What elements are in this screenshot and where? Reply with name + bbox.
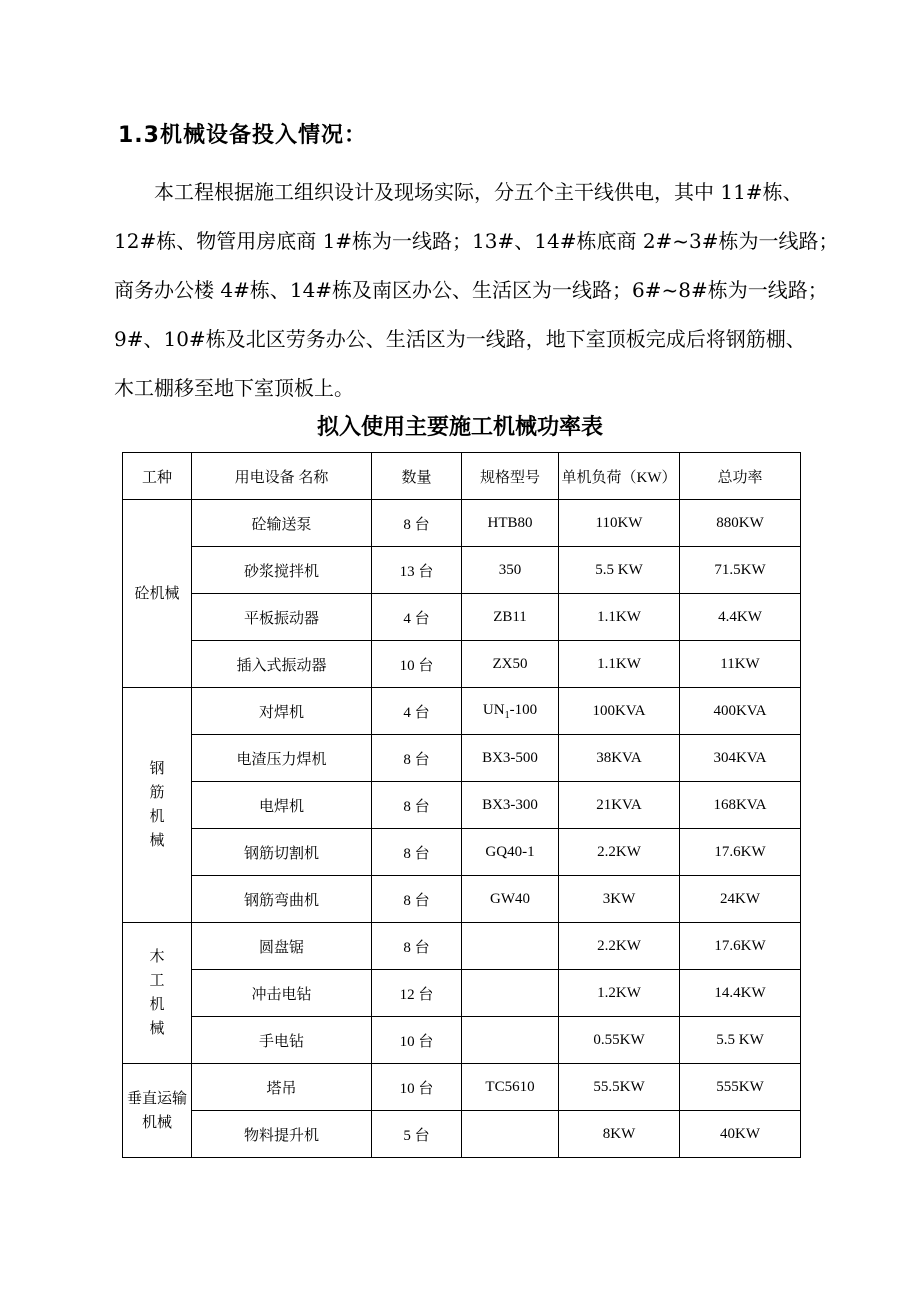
header-cell: 总功率: [680, 453, 801, 500]
total-power-cell: 17.6KW: [680, 829, 801, 876]
model-cell: GW40: [462, 876, 559, 923]
quantity-cell: 12 台: [372, 970, 462, 1017]
table-row: [123, 782, 801, 829]
total-power-cell: 5.5 KW: [680, 1017, 801, 1064]
total-power-cell: 168KVA: [680, 782, 801, 829]
category-cell: [123, 688, 192, 923]
model-text: UN: [482, 701, 505, 718]
table-row: [123, 923, 801, 970]
unit-load-cell: 1.1KW: [559, 641, 680, 688]
unit-load-cell: 110KW: [559, 500, 680, 547]
equipment-name-cell: 砼输送泵: [192, 500, 372, 547]
quantity-cell: 4 台: [372, 594, 462, 641]
unit-load-cell: 0.55KW: [559, 1017, 680, 1064]
model-cell: GQ40-1: [462, 829, 559, 876]
unit-load-cell: 5.5 KW: [559, 547, 680, 594]
quantity-cell: 4 台: [372, 688, 462, 735]
model-cell: HTB80: [462, 500, 559, 547]
total-power-cell: 11KW: [680, 641, 801, 688]
equipment-name-cell: 物料提升机: [192, 1111, 372, 1158]
unit-load-cell: 2.2KW: [559, 923, 680, 970]
model-cell: TC5610: [462, 1064, 559, 1111]
total-power-cell: 555KW: [680, 1064, 801, 1111]
unit-load-cell: 100KVA: [559, 688, 680, 735]
total-power-cell: 4.4KW: [680, 594, 801, 641]
header-cell: 数量: [372, 453, 462, 500]
unit-load-cell: 2.2KW: [559, 829, 680, 876]
quantity-cell: 8 台: [372, 735, 462, 782]
intro-paragraph: [114, 168, 839, 413]
paragraph-line: 木工棚移至地下室顶板上。: [114, 376, 354, 400]
header-cell: 用电设备 名称: [192, 453, 372, 500]
model-cell: [462, 688, 559, 735]
model-cell: ZB11: [462, 594, 559, 641]
unit-load-cell: 3KW: [559, 876, 680, 923]
header-cell: 单机负荷（KW）: [559, 453, 680, 500]
quantity-cell: 8 台: [372, 782, 462, 829]
quantity-cell: 10 台: [372, 1064, 462, 1111]
quantity-cell: 10 台: [372, 641, 462, 688]
equipment-name-cell: 对焊机: [192, 688, 372, 735]
paragraph-line: 12#栋、物管用房底商 1#栋为一线路；13#、14#栋底商 2#~3#栋为一线路；: [114, 229, 839, 253]
model-cell: [462, 1017, 559, 1064]
unit-load-cell: 21KVA: [559, 782, 680, 829]
total-power-cell: 400KVA: [680, 688, 801, 735]
equipment-name-cell: 电焊机: [192, 782, 372, 829]
table-header-row: [123, 453, 801, 500]
equipment-name-cell: 电渣压力焊机: [192, 735, 372, 782]
unit-load-cell: 38KVA: [559, 735, 680, 782]
table-row: [123, 594, 801, 641]
table-title: 拟入使用主要施工机械功率表: [316, 415, 603, 440]
header-cell: 工种: [123, 453, 192, 500]
table-row: [123, 1064, 801, 1111]
paragraph-line: 本工程根据施工组织设计及现场实际，分五个主干线供电，其中 11#栋、: [154, 180, 803, 204]
table-row: [123, 688, 801, 735]
category-cell: [123, 1064, 192, 1158]
model-cell: ZX50: [462, 641, 559, 688]
model-cell: [462, 970, 559, 1017]
total-power-cell: 14.4KW: [680, 970, 801, 1017]
category-label: 木工机械: [149, 949, 165, 1037]
equipment-name-cell: 插入式振动器: [192, 641, 372, 688]
unit-load-cell: 1.2KW: [559, 970, 680, 1017]
unit-load-cell: 55.5KW: [559, 1064, 680, 1111]
quantity-cell: 8 台: [372, 500, 462, 547]
quantity-cell: 8 台: [372, 876, 462, 923]
quantity-cell: 8 台: [372, 923, 462, 970]
table-row: [123, 735, 801, 782]
model-text-rest: -100: [509, 701, 538, 718]
equipment-name-cell: 塔吊: [192, 1064, 372, 1111]
model-cell: BX3-300: [462, 782, 559, 829]
total-power-cell: 304KVA: [680, 735, 801, 782]
model-cell: BX3-500: [462, 735, 559, 782]
category-cell: [123, 923, 192, 1064]
equipment-name-cell: 手电钻: [192, 1017, 372, 1064]
category-cell: [123, 500, 192, 688]
table-row: [123, 829, 801, 876]
section-heading: 1.3机械设备投入情况：: [118, 123, 367, 148]
equipment-name-cell: 圆盘锯: [192, 923, 372, 970]
total-power-cell: 17.6KW: [680, 923, 801, 970]
equipment-name-cell: 冲击电钻: [192, 970, 372, 1017]
quantity-cell: 13 台: [372, 547, 462, 594]
header-cell: 规格型号: [462, 453, 559, 500]
table-row: [123, 1017, 801, 1064]
total-power-cell: 40KW: [680, 1111, 801, 1158]
total-power-cell: 24KW: [680, 876, 801, 923]
paragraph-line: 商务办公楼 4#栋、14#栋及南区办公、生活区为一线路；6#~8#栋为一线路；: [114, 278, 828, 302]
model-subscript: 1: [504, 709, 510, 721]
table-row: [123, 876, 801, 923]
quantity-cell: 10 台: [372, 1017, 462, 1064]
model-cell: [462, 923, 559, 970]
table-row: [123, 970, 801, 1017]
category-label: 钢筋机械: [149, 761, 165, 849]
table-row: [123, 1111, 801, 1158]
quantity-cell: 8 台: [372, 829, 462, 876]
model-cell: [462, 1111, 559, 1158]
equipment-name-cell: 平板振动器: [192, 594, 372, 641]
machinery-power-table: [122, 452, 801, 1158]
paragraph-line: 9#、10#栋及北区劳务办公、生活区为一线路，地下室顶板完成后将钢筋棚、: [114, 327, 806, 351]
total-power-cell: 71.5KW: [680, 547, 801, 594]
category-label: 垂直运输机械: [126, 1090, 187, 1131]
table-row: [123, 641, 801, 688]
quantity-cell: 5 台: [372, 1111, 462, 1158]
equipment-name-cell: 钢筋切割机: [192, 829, 372, 876]
total-power-cell: 880KW: [680, 500, 801, 547]
table-row: [123, 547, 801, 594]
table-row: [123, 500, 801, 547]
equipment-name-cell: 砂浆搅拌机: [192, 547, 372, 594]
category-label: 砼机械: [134, 585, 180, 602]
unit-load-cell: 8KW: [559, 1111, 680, 1158]
model-cell: 350: [462, 547, 559, 594]
equipment-name-cell: 钢筋弯曲机: [192, 876, 372, 923]
unit-load-cell: 1.1KW: [559, 594, 680, 641]
